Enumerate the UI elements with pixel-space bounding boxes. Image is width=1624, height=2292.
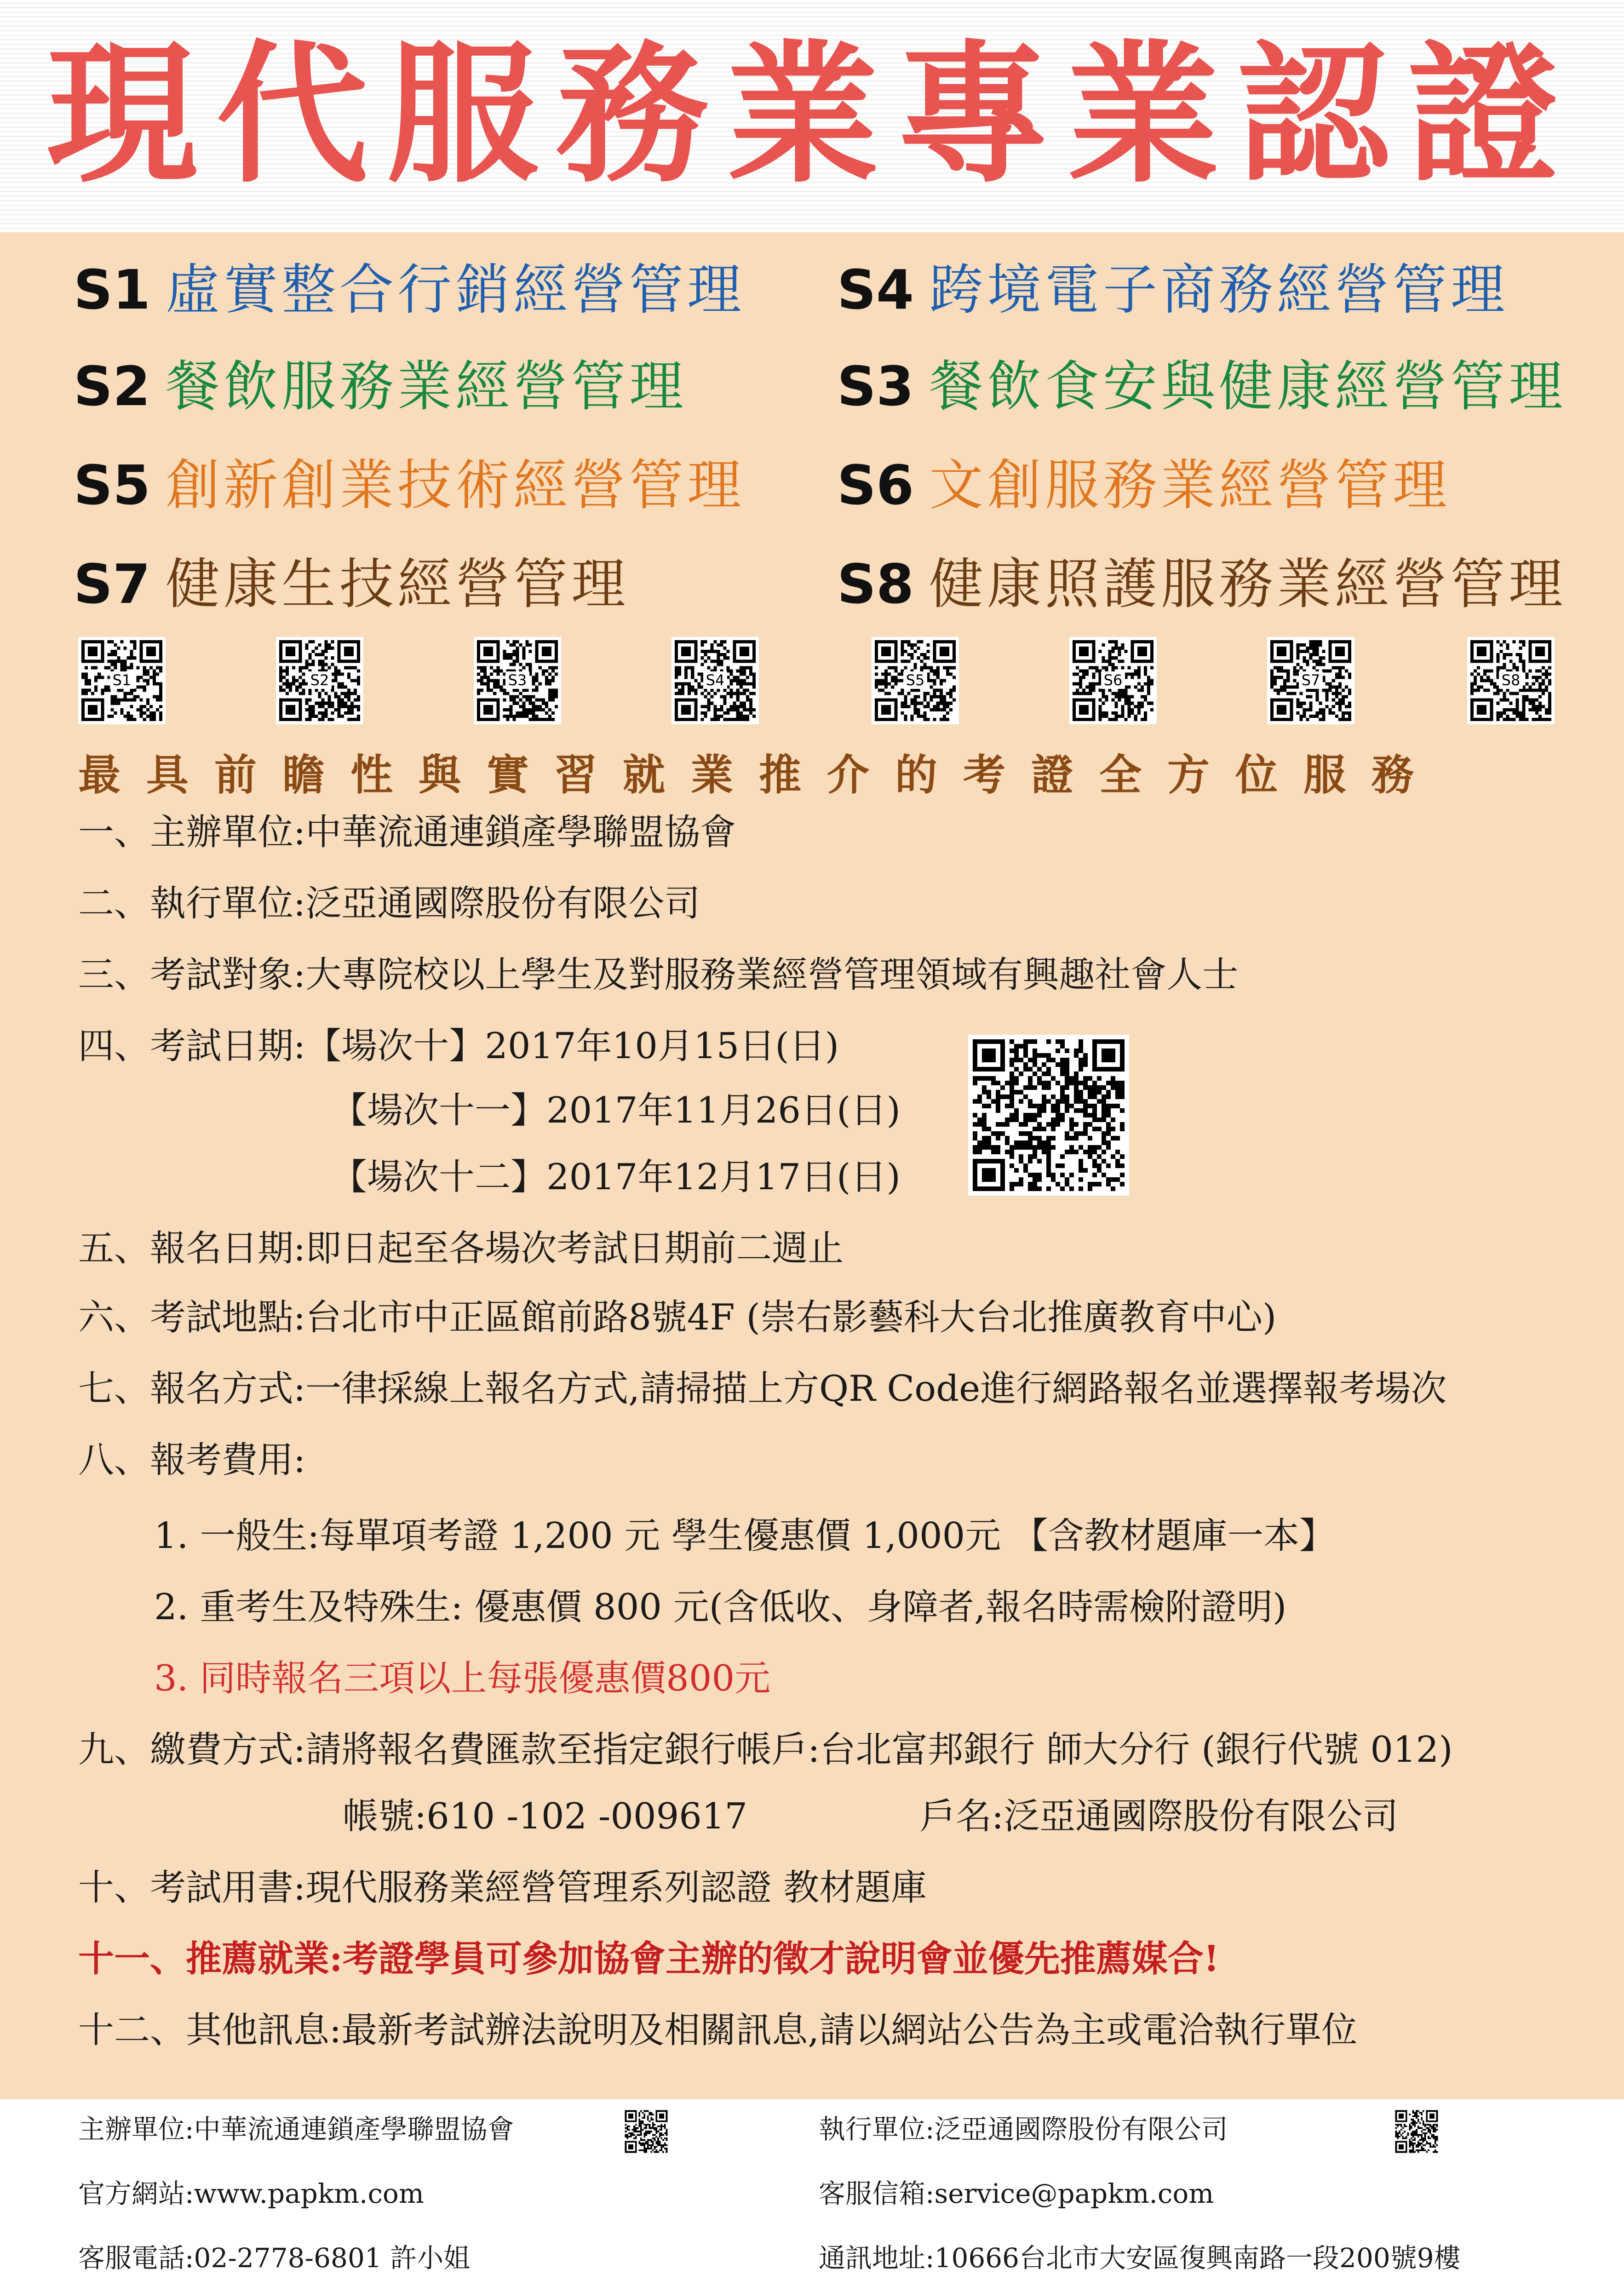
info-audience: 三、考試對象:大專院校以上學生及對服務業經營管理領域有興趣社會人士 (78, 954, 1239, 996)
footer-email[interactable]: 客服信箱:service@papkm.com (819, 2178, 1214, 2209)
cert-name: 創新創業技術經營管理 (166, 453, 746, 517)
fee-item-discount: 3. 同時報名三項以上每張優惠價800元 (154, 1658, 771, 1699)
slogan: 最具前瞻性與實習就業推介的考證全方位服務 (78, 750, 1440, 800)
registration-qr-code[interactable] (968, 1035, 1129, 1196)
qr-code-label: S7 (1267, 671, 1354, 689)
qr-code-label: S5 (872, 671, 959, 689)
qr-code-s8[interactable] (1467, 637, 1555, 724)
footer-phone: 客服電話:02-2778-6801 許小姐 (78, 2242, 471, 2274)
info-executor: 二、執行單位:泛亞通國際股份有限公司 (78, 883, 700, 924)
info-payment: 九、繳費方式:請將報名費匯款至指定銀行帳戶:台北富邦銀行 師大分行 (銀行代號 012) (78, 1729, 1453, 1771)
info-exam-location: 六、考試地點:台北市中正區館前路8號4F (崇右影藝科大台北推廣教育中心) (78, 1297, 1277, 1338)
footer-executor-qr[interactable] (1394, 2109, 1440, 2154)
info-job-referral: 十一、推薦就業:考證學員可參加協會主辦的徵才說明會並優先推薦媒合! (78, 1938, 1220, 1980)
qr-code-label: S3 (474, 671, 561, 689)
footer-organizer: 主辦單位:中華流通連鎖產學聯盟協會 (78, 2114, 514, 2145)
info-exam-date-3: 【場次十二】2017年12月17日(日) (331, 1157, 901, 1198)
qr-code-s6[interactable] (1069, 637, 1157, 724)
qr-code-s1[interactable] (78, 637, 166, 724)
cert-code: S5 (74, 453, 151, 517)
info-registration-method: 七、報名方式:一律採線上報名方式,請掃描上方QR Code進行網路報名並選擇報考場次 (78, 1368, 1447, 1410)
info-other: 十二、其他訊息:最新考試辦法說明及相關訊息,請以網站公告為主或電洽執行單位 (78, 2010, 1358, 2051)
cert-code: S7 (74, 552, 151, 616)
cert-code: S4 (837, 258, 914, 321)
cert-item (837, 354, 1567, 418)
qr-code-label: S8 (1467, 671, 1555, 689)
info-organizer: 一、主辦單位:中華流通連鎖產學聯盟協會 (78, 812, 736, 853)
cert-name: 文創服務業經營管理 (929, 453, 1451, 517)
qr-code-s4[interactable] (671, 637, 759, 724)
cert-name: 餐飲服務業經營管理 (166, 355, 688, 418)
cert-name: 跨境電子商務經營管理 (929, 258, 1509, 321)
info-exam-date: 四、考試日期:【場次十】2017年10月15日(日) (78, 1026, 839, 1067)
cert-code: S3 (837, 355, 914, 418)
cert-name: 健康生技經營管理 (166, 552, 630, 616)
cert-item (837, 552, 1567, 616)
cert-name: 虛實整合行銷經營管理 (166, 258, 746, 321)
cert-code: S2 (74, 355, 151, 418)
qr-code-s2[interactable] (276, 637, 363, 724)
info-account-number: 帳號:610 -102 -009617 (343, 1796, 748, 1837)
cert-code: S1 (74, 258, 151, 321)
qr-code-s7[interactable] (1267, 637, 1354, 724)
cert-item (837, 453, 1451, 517)
cert-item (74, 453, 745, 517)
footer-address: 通訊地址:10666台北市大安區復興南路一段200號9樓 (819, 2242, 1461, 2274)
qr-code-label: S1 (78, 671, 166, 689)
page-title: 現代服務業專業認證 (46, 27, 1578, 203)
info-fees-heading: 八、報考費用: (78, 1439, 306, 1481)
qr-code-label: S6 (1069, 671, 1157, 689)
cert-item (74, 552, 629, 616)
cert-item (74, 258, 745, 322)
info-account-name: 戶名:泛亞通國際股份有限公司 (920, 1796, 1399, 1837)
cert-item (74, 354, 687, 418)
footer-website[interactable]: 官方網站:www.papkm.com (78, 2178, 424, 2209)
fee-item: 1. 一般生:每單項考證 1,200 元 學生優惠價 1,000元 【含教材題庫一本】 (154, 1515, 1336, 1557)
footer-executor: 執行單位:泛亞通國際股份有限公司 (819, 2114, 1228, 2145)
cert-code: S8 (837, 552, 914, 616)
footer-organizer-qr[interactable] (623, 2109, 669, 2154)
fee-item: 2. 重考生及特殊生: 優惠價 800 元(含低收、身障者,報名時需檢附證明) (154, 1587, 1287, 1628)
cert-name: 健康照護服務業經營管理 (929, 552, 1567, 616)
qr-code-s3[interactable] (474, 637, 561, 724)
qr-code-label: S2 (276, 671, 363, 689)
cert-name: 餐飲食安與健康經營管理 (929, 355, 1567, 418)
info-registration-date: 五、報名日期:即日起至各場次考試日期前二週止 (78, 1228, 844, 1269)
qr-code-s5[interactable] (872, 637, 959, 724)
qr-code-label: S4 (671, 671, 759, 689)
info-textbook: 十、考試用書:現代服務業經營管理系列認證 教材題庫 (78, 1867, 927, 1908)
cert-item (837, 258, 1509, 322)
cert-code: S6 (837, 453, 914, 517)
info-exam-date-2: 【場次十一】2017年11月26日(日) (331, 1090, 901, 1131)
qr-code-row (0, 637, 1624, 729)
